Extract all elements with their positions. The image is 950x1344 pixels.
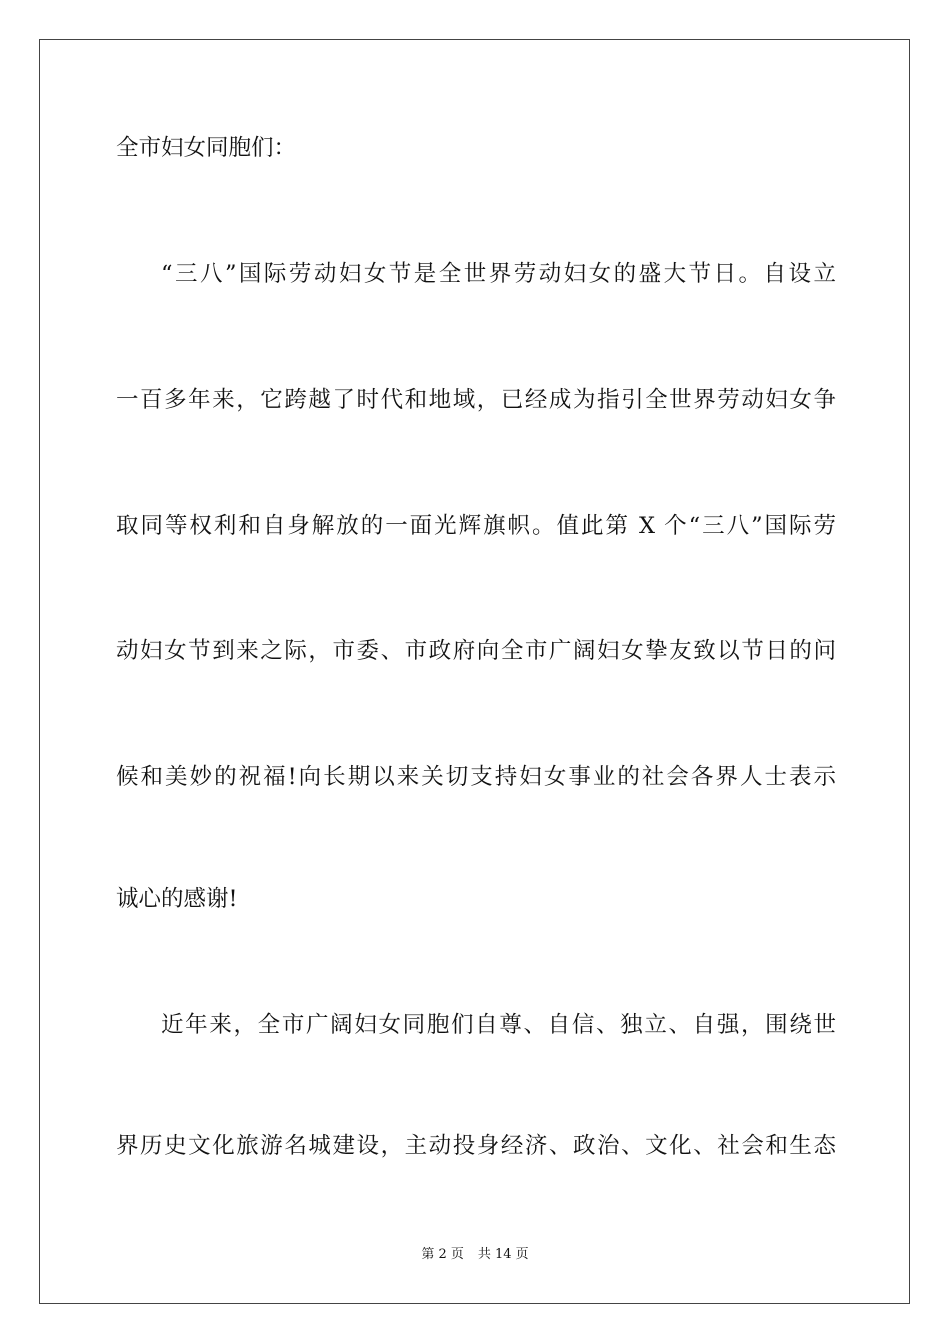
- paragraph-line: 近年来，全市广阔妇女同胞们自尊、自信、独立、自强，围绕世: [161, 1012, 836, 1038]
- paragraph-line: 候和美妙的祝福!向长期以来关切支持妇女事业的社会各界人士表示: [116, 764, 836, 790]
- paragraph-line: 诚心的感谢!: [116, 886, 238, 912]
- page-total: 共 14 页: [477, 1247, 529, 1262]
- paragraph-line: 取同等权利和自身解放的一面光辉旗帜。值此第 X 个“三八”国际劳: [116, 513, 836, 539]
- page-number: 第 2 页: [421, 1247, 464, 1262]
- paragraph-line: “三八”国际劳动妇女节是全世界劳动妇女的盛大节日。自设立: [161, 261, 836, 287]
- page-border: [39, 39, 910, 1304]
- page-footer: [0, 1246, 950, 1264]
- paragraph-line: 一百多年来，它跨越了时代和地域，已经成为指引全世界劳动妇女争: [116, 387, 836, 413]
- salutation: 全市妇女同胞们：: [116, 135, 297, 161]
- paragraph-line: 动妇女节到来之际，市委、市政府向全市广阔妇女挚友致以节日的问: [116, 638, 836, 664]
- paragraph-line: 界历史文化旅游名城建设，主动投身经济、政治、文化、社会和生态: [116, 1133, 836, 1159]
